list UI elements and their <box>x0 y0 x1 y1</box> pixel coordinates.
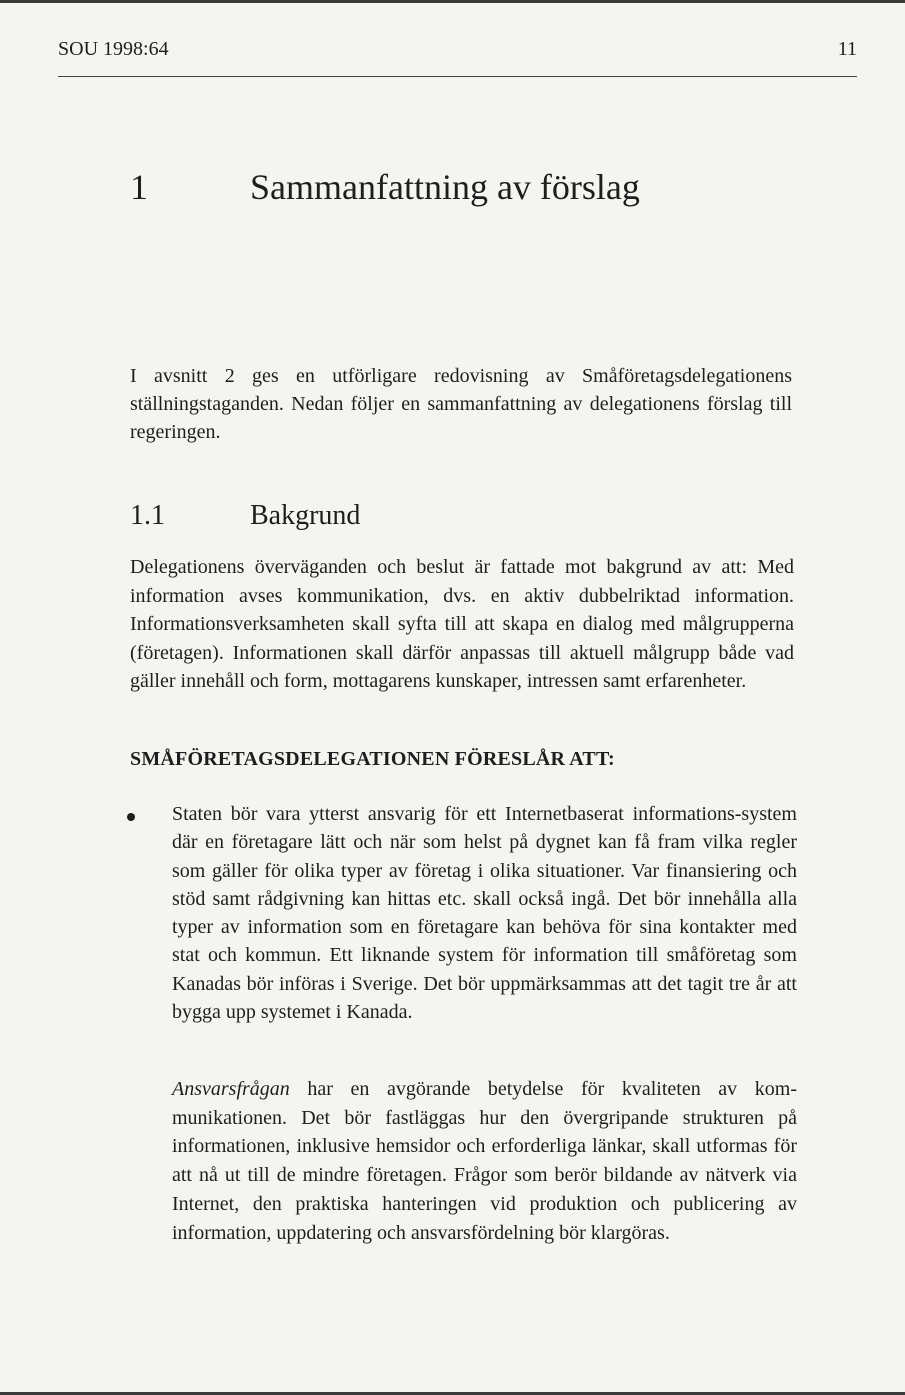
section-title: Bakgrund <box>250 500 361 531</box>
proposals-heading: SMÅFÖRETAGSDELEGATIONEN FÖRESLÅR ATT: <box>130 748 615 770</box>
responsibility-paragraph <box>172 1075 797 1247</box>
page-number: 11 <box>837 38 857 60</box>
proposal-bullet-text: Staten bör vara ytterst ansvarig för ett Internetbaserat informations-system där en företagare lätt och när som helst på dygnet kan få fram vilka regler som gäller för olika typer av företag i olika situationer. Var finansiering och stöd samt rådgivning kan hittas etc. skall också ingå. Det bör innehålla alla typer av information som en företagare kan behöva för sina kontakter med stat och kommun. Ett liknande system för information till småföretag som Kanadas bör införas i Sverige. Det bör uppmärksammas att det tagit tre år att bygga upp systemet i Kanada. <box>172 803 797 1024</box>
running-header-doc-id: SOU 1998:64 <box>58 38 169 60</box>
bullet-icon <box>127 813 135 821</box>
background-paragraph: Delegationens överväganden och beslut är fattade mot bakgrund av att: Med information avses kommunikation, dvs. en aktiv dubbelriktad information. Informationsverksamheten skall syfta till att skapa en dialog med målgrupperna (företagen). Informationen skall därför anpassas till aktuell målgrupp både vad gäller innehåll och form, mottagarens kunskaper, intressen samt erfarenheter. <box>130 556 794 692</box>
responsibility-text: har en avgörande betydelse för kvaliteten av kom-munikationen. Det bör fastläggas hur den övergripande strukturen på informationen, inklusive hemsidor och erforderliga länkar, skall utformas för att nå ut till de mindre företagen. Frågor som berör bildande av nätverk via Internet, den praktiska hanteringen vid produktion och publicering av information, uppdatering och ansvarsfördelning bör klargöras. <box>172 1078 797 1244</box>
intro-paragraph: I avsnitt 2 ges en utförligare redovisning av Småföretagsdelegationens ställningstaganden. Nedan följer en sammanfattning av delegationens förslag till regeringen. <box>130 365 792 443</box>
section-number: 1.1 <box>130 500 165 531</box>
chapter-number: 1 <box>130 167 148 207</box>
top-scan-edge <box>0 0 905 3</box>
italic-lead-term: Ansvarsfrågan <box>172 1078 290 1100</box>
header-rule <box>58 76 857 77</box>
chapter-title: Sammanfattning av förslag <box>250 167 640 207</box>
